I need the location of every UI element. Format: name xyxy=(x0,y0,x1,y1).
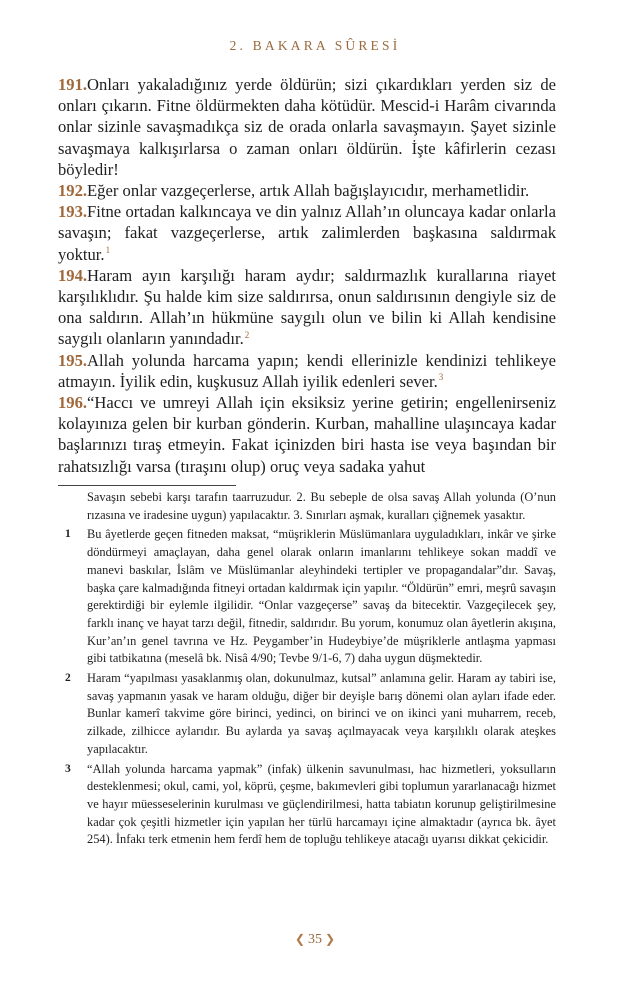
footnote-1 xyxy=(58,526,556,668)
verse-block xyxy=(58,74,556,477)
verse-text: Onları yakaladığınız yerde öldürün; sizi çıkardıkları yerden siz de onları çıkarın. Fitne öldürmekten daha kötüdür. Mescid-i Harâm civarında onlar sizinle savaşmadıkça siz de orada onlarla savaşmayın. Şayet sizinle savaşmaya kalkışırlarsa o zaman onları öldürün. İşte kâfirlerin cezası böyledir! xyxy=(58,75,556,179)
footnote-text: “Allah yolunda harcama yapmak” (infak) ülkenin savunulması, hac hizmetleri, yoksulların desteklenmesi; okul, cami, yol, köprü, çeşme, bakımevleri gibi toplumun yararlanacağı hizmet ve hayır müesseselerinin kurulması ve güçlendirilmesi, hatta tabiatın korunup geliştirilmesine kadar çok çeşitli hizmetler için yapılan her türlü harcamayı içine almaktadır (ayrıca bk. âyet 254). İnfakı terk etmenin hem ferdî hem de topluğu tehlikeye atacağı uyarısı dikkat çekicidir. xyxy=(87,761,556,847)
footnote-divider xyxy=(58,485,236,486)
footnote-text: Bu âyetlerde geçen fitneden maksat, “müşriklerin Müslümanlara uyguladıkları, inkâr ve şirke döndürmeyi amaçlayan, daha genel olarak onların imanlarını tehlikeye sokan maddî ve manevi baskılar, İslâm ve Müslümanlar aleyhindeki tertipler ve propagandalar”dır. Savaş, başka çare kalmadığında fitneyi ortadan kaldırmak için yapılır. “Öldürün” emri, meşrû savaşın gerektirdiği bir eylemle ilgilidir. “Onlar vazgeçerse” savaş da bitecektir. Vazgeçilecek şey, farklı inanç ve hayat tarzı değil, fitnedir, saldırıdır. Bu yorum, konumuz olan âyetlerin akışına, Kur’an’ın genel tavrına ve Hz. Peygamber’in Hudeybiye’de müşriklerle antlaşma yapması gibi tatbikatına (meselâ bk. Nisâ 4/90; Tevbe 9/1-6, 7) daha uygun düşmektedir. xyxy=(87,527,556,666)
footnote-text: Savaşın sebebi karşı tarafın taarruzudur. 2. Bu sebeple de olsa savaş Allah yolunda (O’nun rızasına ve iradesine uygun) yapılacaktır. 3. Sınırları aşmak, kuralları çiğnemek yasaktır. xyxy=(87,490,556,522)
footnotes xyxy=(58,489,556,851)
page-number: 35 xyxy=(308,932,322,947)
running-header: 2. BAKARA SÛRESİ xyxy=(229,38,401,53)
footnote-continuation xyxy=(58,489,556,524)
footnote-2 xyxy=(58,670,556,759)
ornament-right-icon: ❯ xyxy=(325,932,336,946)
verse-text: “Haccı ve umreyi Allah için eksiksiz yerine getirin; engellenirseniz kolayınıza gelen bir kurban gönderin. Kurban, mahalline ulaşıncaya kadar başlarınızı tıraş etmeyin. Fakat içinizden biri hasta ise veya başından bir rahatsızlığı varsa (tıraşını olup) oruç veya sadaka yahut xyxy=(58,393,556,476)
footnote-ref-2[interactable]: 2 xyxy=(244,329,250,340)
verse-number: 191. xyxy=(58,75,88,94)
footnote-number: 1 xyxy=(65,528,71,541)
verse-191 xyxy=(58,74,556,180)
verse-196 xyxy=(58,392,556,477)
verse-text: Eğer onlar vazgeçerlerse, artık Allah bağışlayıcıdır, merhametlidir. xyxy=(87,181,530,201)
verse-number: 193. xyxy=(58,202,88,222)
verse-194 xyxy=(58,265,556,350)
footnote-3 xyxy=(58,761,556,850)
footnote-number: 2 xyxy=(65,672,71,685)
verse-number: 196. xyxy=(58,393,88,413)
ornament-left-icon: ❮ xyxy=(294,932,305,946)
verse-192 xyxy=(58,180,556,201)
footnote-ref-1[interactable]: 1 xyxy=(105,245,111,256)
verse-number: 192. xyxy=(58,181,88,201)
footnote-ref-3[interactable]: 3 xyxy=(438,372,444,383)
verse-text: Fitne ortadan kalkıncaya ve din yalnız Allah’ın oluncaya kadar onlarla savaşın; fakat vazgeçerlerse, artık zalimlerden başkasına saldırmak yoktur. xyxy=(58,202,556,264)
verse-195 xyxy=(58,350,556,392)
verse-text: Haram ayın karşılığı haram aydır; saldırmazlık kurallarına riayet karşılıklıdır. Şu halde kim size saldırırsa, onun saldırısının dengiyle siz de ona saldırın. Allah’ın hükmüne saygılı olun ve bilin ki Allah kendisine saygılı olanların yanındadır. xyxy=(58,265,556,349)
page-footer xyxy=(0,932,630,948)
verse-number: 195. xyxy=(58,350,88,370)
footnote-text: Haram “yapılması yasaklanmış olan, dokunulmaz, kutsal” anlamına gelir. Haram ay tabiri ise, savaş yapmanın yasak ve haram olduğu, diğer bir deyişle barış dönemi olan ayları ifade eder. Bunlar kamerî takvime göre birinci, yedinci, on birinci ve on ikinci yani muharrem, receb, zilkade, zilhicce aylarıdır. Bu aylarda ya savaş açılmayacak veya karşılıklı olarak ateşkes yapılacaktır. xyxy=(87,671,556,756)
verse-number: 194. xyxy=(58,265,88,285)
footnote-number: 3 xyxy=(65,762,71,775)
verse-193 xyxy=(58,201,556,265)
verse-text: Allah yolunda harcama yapın; kendi ellerinizle kendinizi tehlikeye atmayın. İyilik edin, kuşkusuz Allah iyilik edenleri sever. xyxy=(58,350,556,391)
